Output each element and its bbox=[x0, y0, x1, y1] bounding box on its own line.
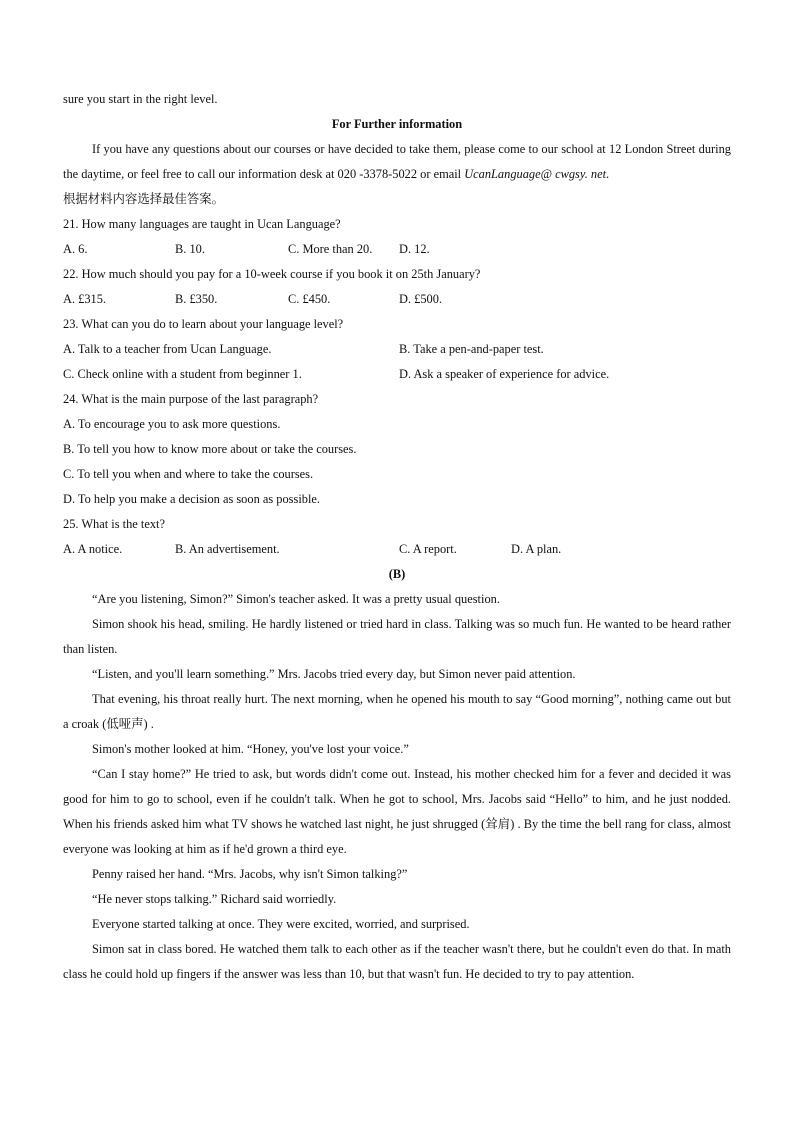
option-d: D. 12. bbox=[399, 242, 430, 256]
option-d: D. A plan. bbox=[511, 542, 562, 556]
story-paragraph: Simon sat in class bored. He watched them talk to each other as if the teacher wasn't there, but he couldn't even do that. In math class he could hold up fingers if the answer was less than 10, but that wasn't fun. He decided to try to pay attention. bbox=[63, 942, 731, 981]
question-25-options bbox=[63, 537, 731, 562]
question-21-options bbox=[63, 237, 731, 262]
question-24: 24. What is the main purpose of the last paragraph? bbox=[63, 392, 319, 406]
question-23-options-ab bbox=[63, 337, 731, 362]
story-paragraph: “He never stops talking.” Richard said worriedly. bbox=[92, 892, 337, 906]
document-page bbox=[63, 87, 731, 987]
story-paragraph: Everyone started talking at once. They were excited, worried, and surprised. bbox=[92, 917, 470, 931]
further-info-text: If you have any questions about our courses or have decided to take them, please come to our school at 12 London Street during the daytime, or feel free to call our information desk at 020 -3378-5022 or email bbox=[63, 142, 731, 181]
story-paragraph: Simon shook his head, smiling. He hardly listened or tried hard in class. Talking was so much fun. He wanted to be heard rather than listen. bbox=[63, 617, 731, 656]
question-23: 23. What can you do to learn about your language level? bbox=[63, 317, 344, 331]
story-paragraph: That evening, his throat really hurt. The next morning, when he opened his mouth to say “Good morning”, nothing came out but a croak (低哑声) . bbox=[63, 692, 731, 731]
further-info-heading: For Further information bbox=[331, 117, 463, 131]
option-a: A. To encourage you to ask more questions. bbox=[63, 417, 281, 431]
option-c: C. To tell you when and where to take the courses. bbox=[63, 467, 314, 481]
section-b-heading: (B) bbox=[388, 567, 406, 581]
further-info-paragraph bbox=[63, 137, 731, 187]
option-a: A. Talk to a teacher from Ucan Language. bbox=[63, 342, 272, 356]
option-d: D. To help you make a decision as soon as possible. bbox=[63, 492, 321, 506]
intro-tail: sure you start in the right level. bbox=[63, 92, 218, 106]
option-a: A. 6. bbox=[63, 242, 88, 256]
story-paragraph: “Are you listening, Simon?” Simon's teacher asked. It was a pretty usual question. bbox=[92, 592, 500, 606]
story-paragraph: Simon's mother looked at him. “Honey, you've lost your voice.” bbox=[92, 742, 409, 756]
option-c: C. A report. bbox=[399, 542, 457, 556]
story-paragraph: Penny raised her hand. “Mrs. Jacobs, why isn't Simon talking?” bbox=[92, 867, 408, 881]
question-21: 21. How many languages are taught in Ucan Language? bbox=[63, 217, 341, 231]
question-25: 25. What is the text? bbox=[63, 517, 165, 531]
option-c: C. More than 20. bbox=[288, 242, 373, 256]
option-a: A. A notice. bbox=[63, 542, 123, 556]
option-d: D. Ask a speaker of experience for advice. bbox=[399, 367, 610, 381]
option-c: C. Check online with a student from beginner 1. bbox=[63, 367, 302, 381]
story-paragraph: “Can I stay home?” He tried to ask, but words didn't come out. Instead, his mother checked him for a fever and decided it was good for him to go to school, even if he couldn't talk. When he got to school, Mrs. Jacobs said “Hello” to him, and he just nodded. When his friends asked him what TV shows he watched last night, he just shrugged (耸肩) . By the time the bell rang for class, almost everyone was looking at him as if he'd grown a third eye. bbox=[63, 767, 731, 856]
option-b: B. Take a pen-and-paper test. bbox=[399, 342, 544, 356]
question-22-options bbox=[63, 287, 731, 312]
question-22: 22. How much should you pay for a 10-week course if you book it on 25th January? bbox=[63, 267, 481, 281]
option-b: B. An advertisement. bbox=[175, 542, 280, 556]
option-b: B. £350. bbox=[175, 292, 218, 306]
instruction: 根据材料内容选择最佳答案。 bbox=[63, 192, 225, 206]
further-info-end: . bbox=[606, 167, 610, 181]
option-d: D. £500. bbox=[399, 292, 443, 306]
story-paragraph: “Listen, and you'll learn something.” Mrs. Jacobs tried every day, but Simon never paid attention. bbox=[92, 667, 576, 681]
option-b: B. 10. bbox=[175, 242, 205, 256]
option-c: C. £450. bbox=[288, 292, 331, 306]
option-b: B. To tell you how to know more about or take the courses. bbox=[63, 442, 357, 456]
option-a: A. £315. bbox=[63, 292, 107, 306]
email-address: UcanLanguage@ cwgsy. net bbox=[464, 167, 607, 181]
question-23-options-cd bbox=[63, 362, 731, 387]
